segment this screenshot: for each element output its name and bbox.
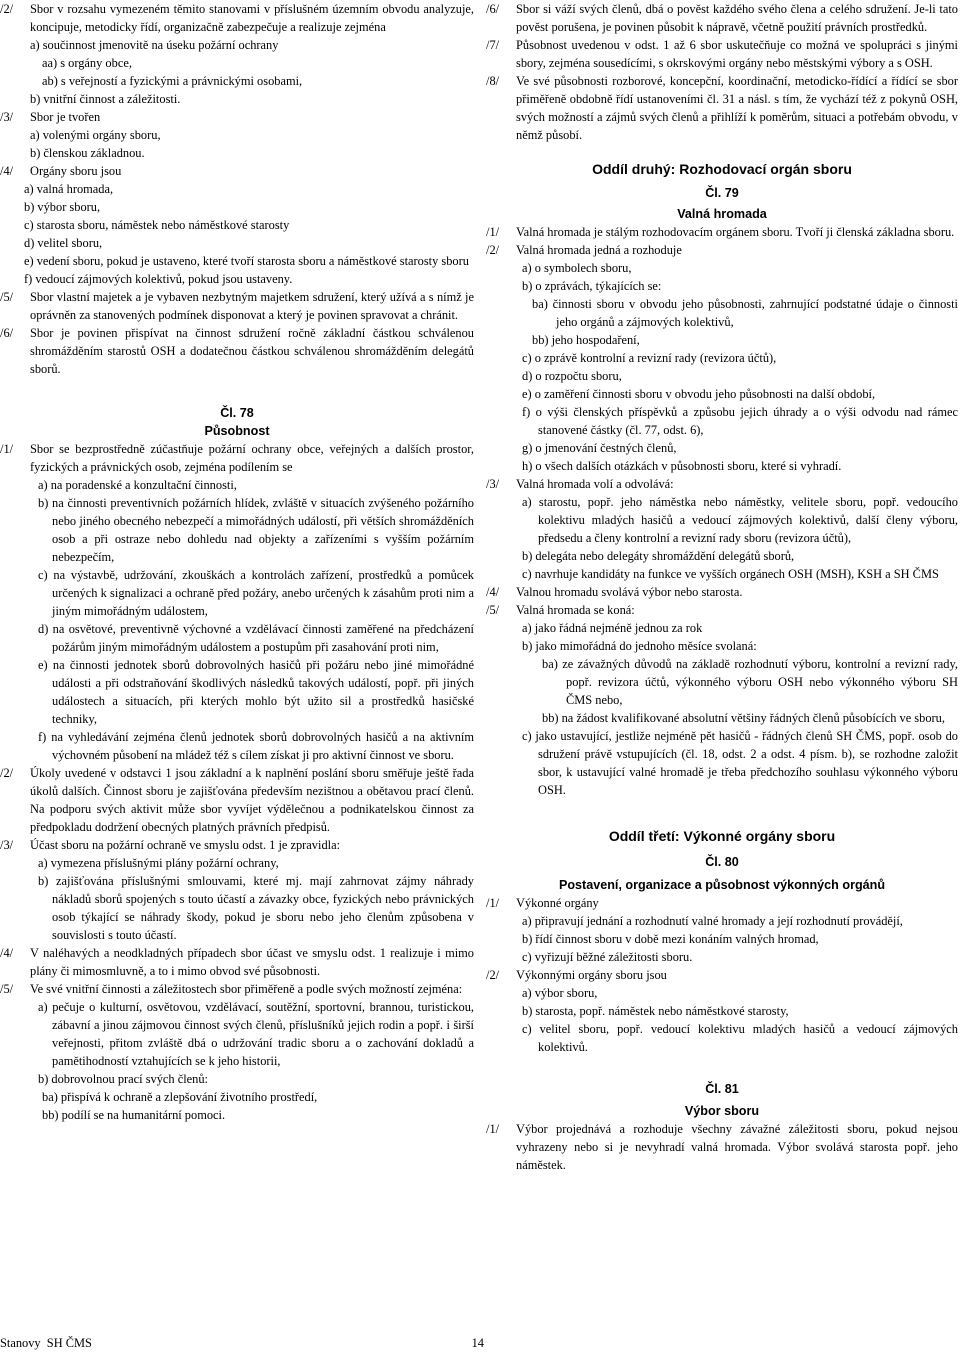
list-item: a) součinnost jmenovitě na úseku požární ochrany <box>30 38 279 52</box>
paragraph-80-1: /1/ Výkonné orgány <box>486 896 599 910</box>
list-item: a) jako řádná nejméně jednou za rok <box>522 621 703 635</box>
list <box>0 854 474 944</box>
list <box>0 126 474 162</box>
page-number: 14 <box>471 1336 484 1350</box>
list-item: a) volenými orgány sboru, <box>30 128 161 142</box>
list-item: ba) ze závažných důvodů na základě rozhodnutí výboru, kontrolní a revizní rady, popř. revizora účtů, výkonného výboru OSH nebo výkonného výboru SH ČMS nebo, <box>542 657 958 707</box>
list <box>0 36 474 108</box>
list-item: c) jako ustavující, jestliže nejméně pět hasičů - řádných členů SH ČMS, popř. osob do sdružení právě vstupujících (čl. 18, odst. 2 a odst. 4 písm. b), se rozhodne založit sbor, k ustavující valné hromadě je třeba předchozího souhlasu výkonného výboru OSH. <box>522 729 958 797</box>
paragraph-4: /4/ Orgány sboru jsou <box>0 164 122 178</box>
list <box>486 493 958 583</box>
list-item: b) delegáta nebo delegáty shromáždění delegátů sborů, <box>522 549 795 563</box>
list <box>0 998 474 1124</box>
article-81-title: Čl. 81 <box>705 1082 739 1096</box>
paragraph-79-1: /1/ Valná hromada je stálým rozhodovacím orgánem sboru. Tvoří ji členská základna sboru. <box>486 225 955 239</box>
list-item: d) na osvětové, preventivně výchovné a vzdělávací činnosti zaměřené na předcházení požárům jiným mimořádným událostem a postupům při zasahování proti nim, <box>38 622 474 654</box>
article-79-subtitle: Valná hromada <box>677 207 767 221</box>
list-item: c) vyřizují běžné záležitosti sboru. <box>522 950 693 964</box>
list-item: c) o zprávě kontrolní a revizní rady (revizora účtů), <box>522 351 777 365</box>
list-item: f) vedoucí zájmových kolektivů, pokud jsou ustaveny. <box>24 272 293 286</box>
list-item: c) na výstavbě, udržování, zkouškách a kontrolách zařízení, prostředků a pomůcek určených k signalizaci a ochraně před požáry, anebo určených k zásahům proti nim a jiným mimořádným událostem, <box>38 568 474 618</box>
right-column <box>486 0 958 1174</box>
list-item: d) velitel sboru, <box>24 236 103 250</box>
paragraph-78-2: /2/ Úkoly uvedené v odstavci 1 jsou základní a k naplnění poslání sboru směřuje ještě řada úkolů dalších. Činnost sboru je zajišťována především nezištnou a obětavou prací členů. Na podporu svých aktivit může sbor vyvíjet výdělečnou a podnikatelskou činnost za předpokladu dodržení obecných platných právních předpisů. <box>0 766 474 834</box>
paragraph-78-1: /1/ Sbor se bezprostředně zúčastňuje požární ochrany obce, veřejných a dalších prostor, fyzických a právnických osob, zejména podílením se <box>0 442 474 474</box>
list-item: a) valná hromada, <box>24 182 114 196</box>
paragraph-79-4: /4/ Valnou hromadu svolává výbor nebo starosta. <box>486 585 743 599</box>
list <box>0 476 474 764</box>
list-item: g) o jmenování čestných členů, <box>522 441 677 455</box>
list-item: b) jako mimořádná do jednoho měsíce svolaná: <box>522 639 757 653</box>
paragraph-78-8: /8/ Ve své působnosti rozborové, koncepční, koordinační, metodicko-řídící a řídící se sbor přiměřeně obdobně řídí ustanoveními čl. 31 a násl. s tím, že vychází též z pokynů OSH, svých možností a zájmů svých členů a přihlíží k poměrům, situaci a potřebám obvodu, v němž působí. <box>486 74 958 142</box>
left-column <box>0 0 474 1124</box>
paragraph-78-5: /5/ Ve své vnitřní činnosti a záležitostech sbor přiměřeně a podle svých možností zejména: <box>0 982 463 996</box>
list-item: b) dobrovolnou prací svých členů: <box>38 1072 208 1086</box>
list-item: e) na činnosti jednotek sborů dobrovolných hasičů při požáru nebo jiné mimořádné události a při odstraňování škodlivých následků takových událostí, popř. při jiných událostech a situacích, při kterých mohlo být užito sil a prostředků hasičské techniky, <box>38 658 474 726</box>
list-item: e) vedení sboru, pokud je ustaveno, které tvoří starosta sboru a náměstkové starosty sboru <box>24 254 469 268</box>
list-item: ba) činnosti sboru v obvodu jeho působnosti, zahrnující podstatné údaje o činnosti jeho orgánů a zájmových kolektivů, <box>532 297 958 329</box>
list <box>486 259 958 475</box>
list-item: f) o výši členských příspěvků a způsobu jejich úhrady a o výši odvodu nad rámec stanovené částky (čl. 77, odst. 6), <box>522 405 958 437</box>
list-item: c) velitel sboru, popř. vedoucí kolektivu mladých hasičů a vedoucí zájmových kolektivů. <box>522 1022 958 1054</box>
list-item: b) starosta, popř. náměstek nebo náměstkové starosty, <box>522 1004 789 1018</box>
list-item: a) starostu, popř. jeho náměstka nebo náměstky, velitele sboru, popř. vedoucího kolektivu mladých hasičů a vedoucí zájmových kolektivů, další členy výboru, předsedu a členy kontrolní a revizní rady sboru (revizora účtů), <box>522 495 958 545</box>
paragraph-78-4: /4/ V naléhavých a neodkladných případech sbor účast ve smyslu odst. 1 realizuje i mimo plány či mimosmluvně, a to i mimo obvod své působnosti. <box>0 946 474 978</box>
list-item: ab) s veřejností a fyzickými a právnickými osobami, <box>42 74 303 88</box>
paragraph-3: /3/ Sbor je tvořen <box>0 110 101 124</box>
paragraph-81-1: /1/ Výbor projednává a rozhoduje všechny závažné záležitosti sboru, pokud nejsou vyhrazeny nebo si je nevyhradí valná hromada. Výbor svolává starosta popř. jeho náměstek. <box>486 1122 958 1172</box>
list <box>486 984 958 1056</box>
list-item: c) starosta sboru, náměstek nebo náměstkové starosty <box>24 218 290 232</box>
paragraph-78-3: /3/ Účast sboru na požární ochraně ve smyslu odst. 1 je zpravidla: <box>0 838 341 852</box>
footer-title: Stanovy SH ČMS <box>0 1336 92 1350</box>
list-item: b) výbor sboru, <box>24 200 101 214</box>
list <box>486 619 958 799</box>
paragraph-78-6: /6/ Sbor si váží svých členů, dbá o pověst každého svého člena a celého sdružení. Je-li tato pověst porušena, je povinen působit k nápravě, včetně použití právních prostředků. <box>486 2 958 34</box>
list-item: b) členskou základnou. <box>30 146 145 160</box>
article-80-subtitle: Postavení, organizace a působnost výkonných orgánů <box>558 878 886 892</box>
paragraph-79-3: /3/ Valná hromada volí a odvolává: <box>486 477 674 491</box>
list-item: f) na vyhledávání zejména členů jednotek sborů dobrovolných hasičů a na aktivním výchovném působení na mládež též s cílem získat ji pro aktivní činnost ve sboru. <box>38 730 474 762</box>
list-item: a) vymezena příslušnými plány požární ochrany, <box>38 856 279 870</box>
list-item: bb) podílí se na humanitární pomoci. <box>42 1108 226 1122</box>
list-item: bb) na žádost kvalifikované absolutní většiny řádných členů působících ve sboru, <box>542 711 945 725</box>
list-item: a) na poradenské a konzultační činnosti, <box>38 478 237 492</box>
list-item: c) navrhuje kandidáty na funkce ve vyšších orgánech OSH (MSH), KSH a SH ČMS <box>522 567 939 581</box>
list-item: e) o zaměření činnosti sboru v obvodu jeho působnosti na další období, <box>522 387 876 401</box>
paragraph-79-5: /5/ Valná hromada se koná: <box>486 603 635 617</box>
article-81-subtitle: Výbor sboru <box>684 1104 760 1118</box>
list-item: bb) jeho hospodaření, <box>532 333 640 347</box>
list-item: b) vnitřní činnost a záležitosti. <box>30 92 181 106</box>
article-78-subtitle: Působnost <box>204 424 270 438</box>
paragraph-79-2: /2/ Valná hromada jedná a rozhoduje <box>486 243 682 257</box>
list-item: b) na činnosti preventivních požárních hlídek, zvláště v situacích zvýšeného požárního nebo jiného obecného nebezpečí a mimořádných událostí, při větších shromážděních osob a při ostraze nebo dohledu nad objekty a zařízeními s vyšším požárním nebezpečím, <box>38 496 474 564</box>
list-item: a) o symbolech sboru, <box>522 261 632 275</box>
list-item: a) pečuje o kulturní, osvětovou, vzdělávací, soutěžní, sportovní, brannou, turistickou, zábavní a jinou zájmovou činnost svých členů, příslušníků jejich rodin a popř. i širší veřejnosti, přitom zvláště dbá o udržování tradic sboru a o zachování dokladů a pamětihodností vztahujících se k jeho historii, <box>38 1000 474 1068</box>
list <box>0 180 474 288</box>
article-80-title: Čl. 80 <box>705 855 739 869</box>
paragraph-80-2: /2/ Výkonnými orgány sboru jsou <box>486 968 667 982</box>
list-item: a) připravují jednání a rozhodnutí valné hromady a její rozhodnutí provádějí, <box>522 914 903 928</box>
list-item: a) výbor sboru, <box>522 986 598 1000</box>
paragraph-5: /5/ Sbor vlastní majetek a je vybaven nezbytným majetkem sdružení, který užívá a s nímž je oprávněn za stanovených podmínek disponovat a který je povinen spravovat a chránit. <box>0 290 474 322</box>
section-heading: Oddíl třetí: Výkonné orgány sboru <box>608 828 836 844</box>
paragraph-2: /2/ Sbor v rozsahu vymezeném těmito stanovami v příslušném územním obvodu analyzuje, koncipuje, metodicky řídí, organizačně zabezpečuje a realizuje zejména <box>0 2 474 34</box>
list-item: h) o všech dalších otázkách v působnosti sboru, které si vyhradí. <box>522 459 842 473</box>
list-item: b) řídí činnost sboru v době mezi konáním valných hromad, <box>522 932 819 946</box>
paragraph-78-7: /7/ Působnost uvedenou v odst. 1 až 6 sbor uskutečňuje co možná ve spolupráci s jinými sbory, zejména sousedícími, s okrskovými orgány nebo městskými výbory a s OSH. <box>486 38 958 70</box>
list-item: b) o zprávách, týkajících se: <box>522 279 662 293</box>
paragraph-6: /6/ Sbor je povinen přispívat na činnost sdružení ročně základní částkou schválenou shromážděním starostů OSH a dodatečnou částkou schválenou shromážděním delegátů sborů. <box>0 326 474 376</box>
list <box>486 912 958 966</box>
list-item: ba) přispívá k ochraně a zlepšování životního prostředí, <box>42 1090 318 1104</box>
page-footer <box>0 1334 484 1352</box>
article-79-title: Čl. 79 <box>705 186 739 200</box>
list-item: d) o rozpočtu sboru, <box>522 369 622 383</box>
list-item: aa) s orgány obce, <box>42 56 132 70</box>
section-heading: Oddíl druhý: Rozhodovací orgán sboru <box>592 161 852 177</box>
article-78-title: Čl. 78 <box>220 406 254 420</box>
list-item: b) zajišťována příslušnými smlouvami, které mj. mají zahrnovat zájmy náhrady nákladů sborů spojených s touto účastí a závazky obce, fyzických nebo právnických osob týkající se náhrady škody, pokud je sboru nebo jeho členům způsobena v souvislosti s touto účastí. <box>38 874 474 942</box>
